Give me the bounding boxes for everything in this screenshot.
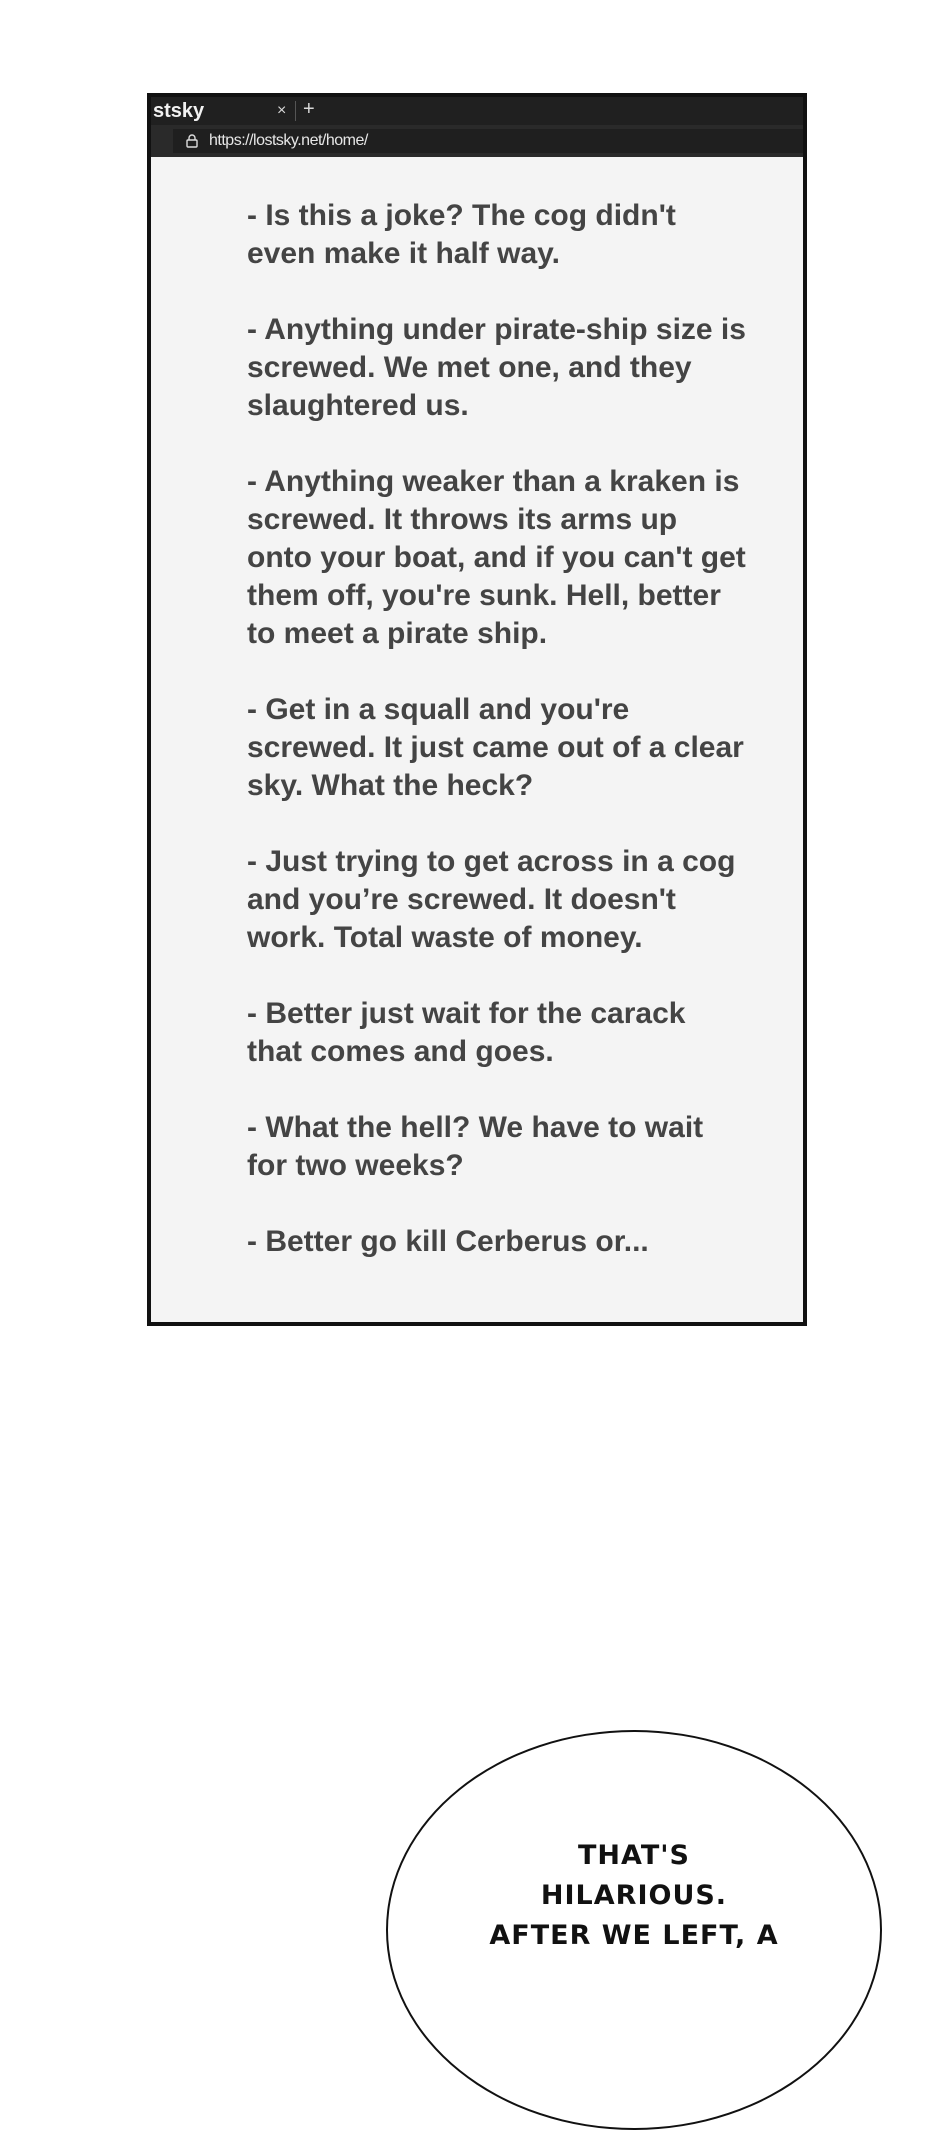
- lock-icon: [185, 134, 199, 148]
- speech-bubble-text: [388, 1836, 880, 1956]
- address-bar: [151, 125, 803, 157]
- tab-title[interactable]: stsky: [153, 100, 205, 122]
- url-text: https://lostsky.net/home/: [209, 132, 368, 149]
- post-item: - Better just wait for the carack that comes and goes.: [247, 997, 686, 1068]
- post-item: - Get in a squall and you're screwed. It just came out of a clear sky. What the heck?: [247, 693, 744, 802]
- url-field[interactable]: [173, 129, 803, 153]
- speech-bubble: [386, 1730, 882, 2130]
- close-icon[interactable]: ×: [277, 102, 287, 119]
- post-item: - Is this a joke? The cog didn't even make it half way.: [247, 199, 676, 270]
- post-item: - Just trying to get across in a cog and you’re screwed. It doesn't work. Total waste of money.: [247, 845, 736, 954]
- page-content: [247, 197, 747, 1299]
- post-item: - What the hell? We have to wait for two weeks?: [247, 1111, 704, 1182]
- post-item: - Anything under pirate-ship size is screwed. We met one, and they slaughtered us.: [247, 313, 746, 422]
- browser-window: [147, 93, 807, 1326]
- post-item: - Better go kill Cerberus or...: [247, 1225, 649, 1258]
- post-item: - Anything weaker than a kraken is screwed. It throws its arms up onto your boat, and if you can't get them off, you're sunk. Hell, better to meet a pirate ship.: [247, 465, 746, 650]
- tab-bar: [151, 97, 803, 125]
- speech-line: THAT'S: [578, 1840, 690, 1871]
- speech-line: AFTER WE LEFT, A: [489, 1920, 779, 1951]
- tab-divider: [295, 101, 296, 121]
- speech-line: HILARIOUS.: [540, 1880, 728, 1911]
- plus-icon[interactable]: +: [303, 98, 315, 120]
